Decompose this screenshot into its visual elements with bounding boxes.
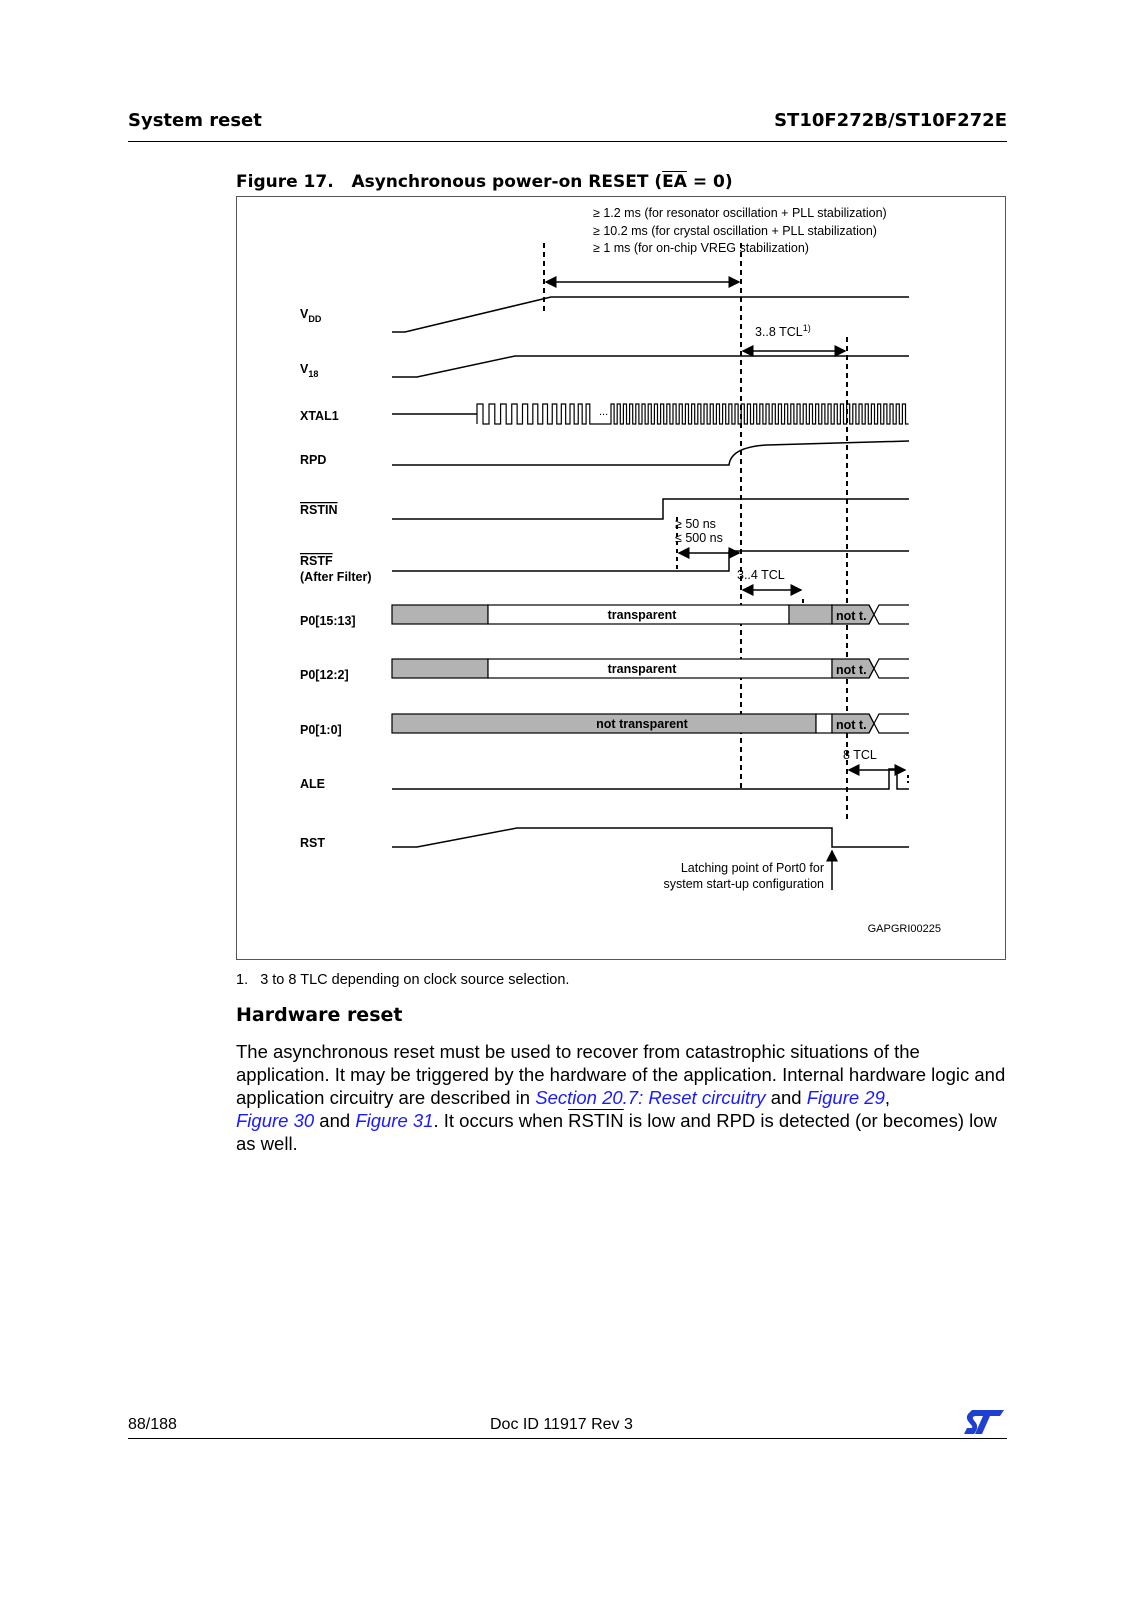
figure-code: GAPGRI00225 bbox=[867, 923, 941, 935]
annotation-3-4-tcl: 3..4 TCL bbox=[737, 568, 785, 582]
figure-footnote: 1. 3 to 8 TLC depending on clock source selection. bbox=[236, 972, 570, 988]
footer-rule bbox=[128, 1438, 1007, 1439]
bus-p0-1-0 bbox=[392, 714, 909, 733]
wave-rstf bbox=[392, 551, 909, 571]
wave-vdd bbox=[392, 297, 909, 332]
figure-title bbox=[236, 172, 733, 192]
header-rule bbox=[128, 141, 1007, 142]
document-id: Doc ID 11917 Rev 3 bbox=[490, 1416, 633, 1433]
link-figure-30[interactable]: Figure 30 bbox=[236, 1110, 315, 1131]
annotation-50-ns: ≥ 50 ns bbox=[675, 517, 716, 531]
label-v18: $V_{18}$ bbox=[300, 362, 319, 379]
bus-p0-12-2 bbox=[392, 659, 909, 678]
bus-p0-1-0-not-transparent: not transparent bbox=[596, 717, 688, 731]
bus-p0-1-0-not-t: not t. bbox=[836, 718, 867, 732]
label-ale: ALE bbox=[300, 777, 325, 791]
label-p0-12-2: P0[12:2] bbox=[300, 668, 349, 682]
section-paragraph: The asynchronous reset must be used to recover from catastrophic situations of the application. It may be triggered by the hardware of the application. Internal hardware logic and application circuitry are described in Section 20.7: Reset circuitry and Figure 29, Figure 30 and Figure 31. It occurs when RSTIN is low and RPD is detected (or becomes) low as well. bbox=[236, 1041, 1006, 1154]
label-rstin: RSTIN bbox=[300, 503, 338, 517]
wave-xtal1-clock bbox=[477, 404, 909, 424]
wave-ale bbox=[392, 769, 909, 789]
st-logo-icon bbox=[962, 1408, 1006, 1436]
link-section-20-7[interactable]: Section 20.7: Reset circuitry bbox=[535, 1087, 766, 1108]
label-rstf: RSTF bbox=[300, 554, 333, 568]
annotation-crystal: ≥ 10.2 ms (for crystal oscillation + PLL stabilization) bbox=[593, 224, 877, 238]
bus-p0-15-13-not-t: not t. bbox=[836, 609, 867, 623]
annotation-resonator: ≥ 1.2 ms (for resonator oscillation + PLL stabilization) bbox=[593, 206, 887, 220]
figure-title-prefix: Asynchronous power-on RESET ( bbox=[351, 172, 663, 192]
latch-caption-line2: system start-up configuration bbox=[663, 877, 824, 891]
figure-number: Figure 17. bbox=[236, 172, 334, 192]
xtal1-ellipsis: ... bbox=[599, 406, 609, 418]
annotation-vreg: ≥ 1 ms (for on-chip VREG stabilization) bbox=[593, 241, 809, 255]
figure-title-ea: $\overline{EA}$ bbox=[662, 172, 687, 192]
label-rstf-filter: (After Filter) bbox=[300, 570, 372, 584]
figure-title-suffix: = 0) bbox=[686, 172, 733, 192]
annotation-500-ns: ≤ 500 ns bbox=[675, 531, 723, 545]
wave-rst bbox=[392, 828, 909, 847]
rstin-inline: RSTIN bbox=[568, 1110, 624, 1131]
bus-p0-12-2-not-t: not t. bbox=[836, 663, 867, 677]
label-xtal1: XTAL1 bbox=[300, 409, 339, 423]
timing-diagram-svg bbox=[237, 197, 1007, 961]
latch-caption-line1: Latching point of Port0 for bbox=[680, 861, 824, 875]
label-rst: RST bbox=[300, 836, 325, 850]
annotation-8-tcl: 8 TCL bbox=[843, 748, 877, 762]
timing-diagram bbox=[236, 196, 1006, 960]
document-title: ST10F272B/ST10F272E bbox=[774, 110, 1007, 131]
bus-p0-12-2-transparent: transparent bbox=[607, 662, 677, 676]
wave-v18 bbox=[392, 356, 909, 377]
label-vdd: $V_{DD}$ bbox=[300, 307, 322, 324]
section-heading: Hardware reset bbox=[236, 1004, 403, 1026]
label-rpd: RPD bbox=[300, 453, 327, 467]
label-p0-1-0: P0[1:0] bbox=[300, 723, 342, 737]
annotation-3-8-tcl: 3..8 TCL$^{1)}$ bbox=[755, 323, 811, 339]
section-header: System reset bbox=[128, 110, 262, 131]
link-figure-29[interactable]: Figure 29 bbox=[806, 1087, 885, 1108]
label-p0-15-13: P0[15:13] bbox=[300, 614, 356, 628]
link-figure-31[interactable]: Figure 31 bbox=[355, 1110, 434, 1131]
wave-rpd bbox=[392, 441, 909, 465]
page-number: 88/188 bbox=[128, 1416, 177, 1433]
bus-p0-15-13 bbox=[392, 605, 909, 624]
bus-p0-15-13-transparent: transparent bbox=[607, 608, 677, 622]
wave-rstin bbox=[392, 499, 909, 519]
